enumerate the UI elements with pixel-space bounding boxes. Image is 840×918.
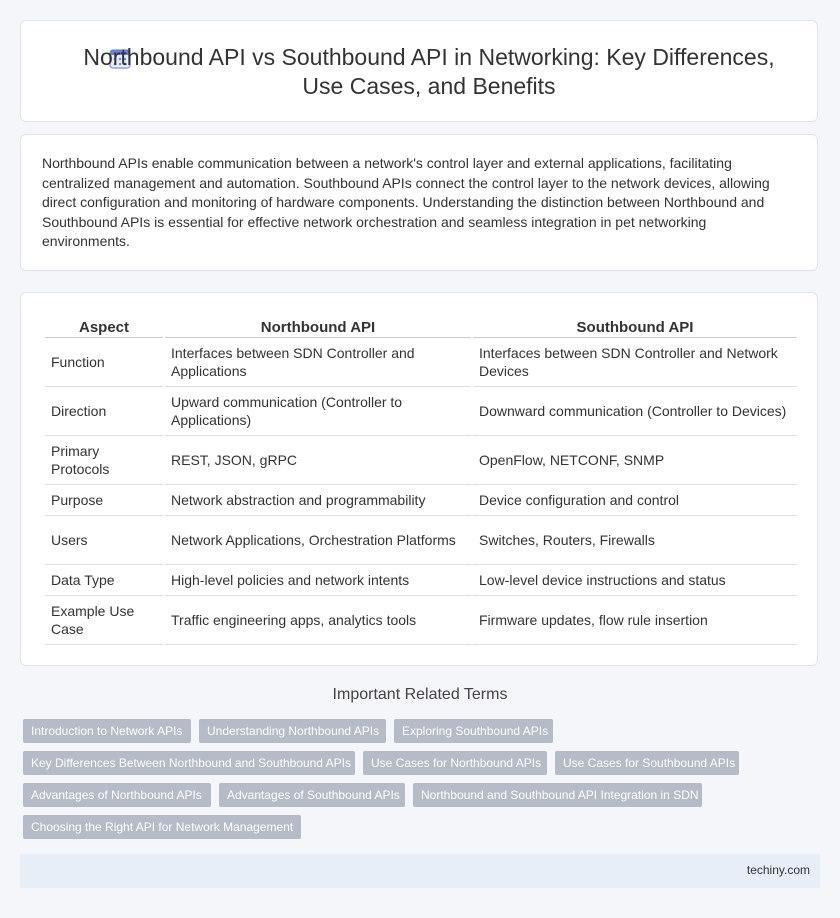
column-header-southbound: Southbound API	[473, 315, 797, 338]
table-row	[45, 596, 797, 645]
northbound-cell: High-level policies and network intents	[165, 565, 471, 596]
northbound-cell: Upward communication (Controller to Applications)	[165, 387, 471, 436]
title-card	[20, 20, 818, 122]
related-term-tag[interactable]: Advantages of Southbound APIs	[219, 783, 405, 807]
related-term-tag[interactable]: Use Cases for Northbound APIs	[363, 751, 547, 775]
table-header-row	[45, 315, 797, 338]
related-term-tag[interactable]: Advantages of Northbound APIs	[23, 783, 211, 807]
table-row	[45, 338, 797, 387]
page-title: Northbound API vs Southbound API in Networking: Key Differences, Use Cases, and Benefits	[83, 44, 775, 99]
footer-site-link[interactable]: techiny.com	[746, 863, 810, 877]
related-term-tag[interactable]: Choosing the Right API for Network Management	[23, 815, 301, 839]
table-row	[45, 436, 797, 485]
column-header-northbound: Northbound API	[165, 315, 471, 338]
intro-card	[20, 134, 818, 271]
southbound-cell: Low-level device instructions and status	[473, 565, 797, 596]
related-term-tag[interactable]: Use Cases for Southbound APIs	[555, 751, 739, 775]
southbound-cell: OpenFlow, NETCONF, SNMP	[473, 436, 797, 485]
southbound-cell: Switches, Routers, Firewalls	[473, 516, 797, 565]
table-row	[45, 387, 797, 436]
aspect-cell: Function	[45, 338, 163, 387]
footer-bar	[20, 854, 820, 888]
table-row	[45, 565, 797, 596]
aspect-cell: Direction	[45, 387, 163, 436]
aspect-cell: Purpose	[45, 485, 163, 516]
related-term-tag[interactable]: Introduction to Network APIs	[23, 719, 191, 743]
table-row	[45, 516, 797, 565]
northbound-cell: Network Applications, Orchestration Platforms	[165, 516, 471, 565]
northbound-cell: Interfaces between SDN Controller and Applications	[165, 338, 471, 387]
aspect-cell: Users	[45, 516, 163, 565]
southbound-cell: Downward communication (Controller to Devices)	[473, 387, 797, 436]
related-terms-heading: Important Related Terms	[332, 686, 508, 703]
related-term-tag[interactable]: Understanding Northbound APIs	[199, 719, 386, 743]
aspect-cell: Primary Protocols	[45, 436, 163, 485]
northbound-cell: Traffic engineering apps, analytics tools	[165, 596, 471, 645]
table-row	[45, 485, 797, 516]
column-header-aspect: Aspect	[45, 315, 163, 338]
related-term-tag[interactable]: Key Differences Between Northbound and Southbound APIs	[23, 751, 355, 775]
northbound-cell: REST, JSON, gRPC	[165, 436, 471, 485]
aspect-cell: Example Use Case	[45, 596, 163, 645]
southbound-cell: Device configuration and control	[473, 485, 797, 516]
southbound-cell: Firmware updates, flow rule insertion	[473, 596, 797, 645]
related-term-tag[interactable]: Exploring Southbound APIs	[394, 719, 553, 743]
intro-paragraph: Northbound APIs enable communication between a network's control layer and external applications, facilitating centralized management and automation. Southbound APIs connect the control layer to the network devices, allowing direct configuration and monitoring of hardware components. Understanding the distinction between Northbound and Southbound APIs is essential for effective network orchestration and seamless integration in pet networking environments.	[42, 155, 770, 249]
comparison-card	[20, 292, 818, 666]
aspect-cell: Data Type	[45, 565, 163, 596]
southbound-cell: Interfaces between SDN Controller and Network Devices	[473, 338, 797, 387]
northbound-cell: Network abstraction and programmability	[165, 485, 471, 516]
comparison-table	[43, 315, 799, 645]
related-term-tag[interactable]: Northbound and Southbound API Integration in SDN	[413, 783, 702, 807]
